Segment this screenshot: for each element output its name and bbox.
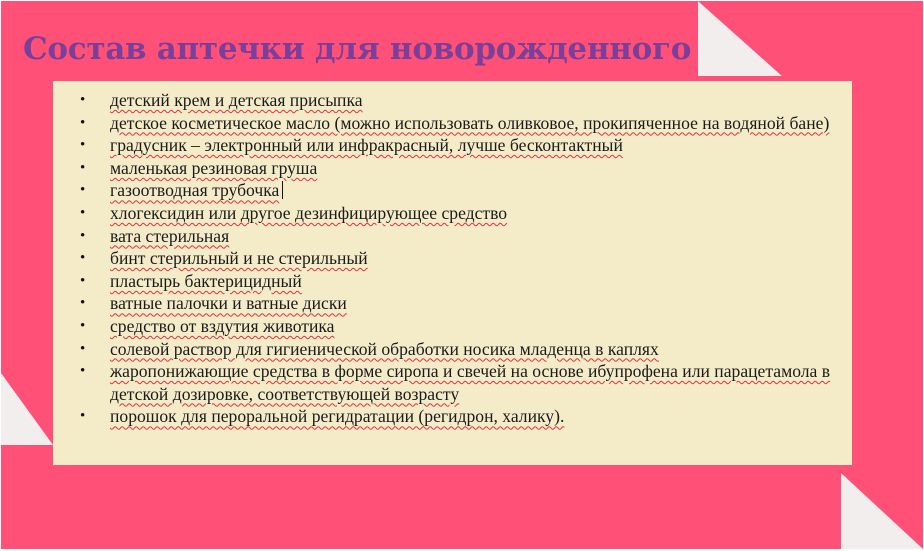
list-item-text[interactable]: детский крем и детская присыпка (110, 90, 363, 110)
text-cursor (282, 181, 283, 199)
list-item-text[interactable]: ватные палочки и ватные диски (110, 293, 347, 314)
list-item (53, 157, 852, 180)
list-item (53, 315, 852, 338)
list-item (53, 360, 852, 405)
list-item (53, 247, 852, 270)
list-item (53, 225, 852, 248)
bullet-icon: • (80, 92, 86, 108)
list-item-text[interactable]: порошок для пероральной регидратации (регидрон, халику). (110, 406, 565, 427)
bullet-icon: • (80, 227, 86, 244)
list-item (53, 405, 852, 428)
list-item (53, 112, 852, 135)
list-item (53, 134, 852, 157)
list-item-text[interactable]: бинт стерильный и не стерильный (110, 248, 368, 269)
bullet-icon: • (80, 250, 86, 267)
bullet-icon: • (80, 272, 86, 289)
content-text-box[interactable] (53, 81, 852, 465)
bullet-icon: • (80, 317, 86, 334)
presentation-slide (1, 1, 923, 549)
bullet-icon: • (80, 408, 86, 425)
list-item-text[interactable]: детское косметическое масло (можно использовать оливковое, прокипяченное на водяной бане) (110, 112, 830, 133)
bullet-icon: • (80, 114, 86, 131)
list-item-text[interactable]: пластырь бактерицидный (110, 270, 302, 291)
corner-triangle-bottom-right (841, 473, 923, 549)
bullet-icon: • (80, 204, 86, 221)
list-item-text[interactable]: жаропонижающие средства в форме сиропа и свечей на основе ибупрофена или парацетамола в детской дозировке, соответствующей возрасту (110, 361, 831, 404)
bullet-icon: • (80, 182, 86, 199)
bullet-icon: • (80, 159, 86, 176)
corner-triangle-top-right (698, 1, 782, 76)
bullet-icon: • (80, 295, 86, 312)
list-item-text[interactable]: маленькая резиновая груша (110, 157, 318, 178)
list-item-text[interactable]: газоотводная трубочка (110, 180, 280, 201)
list-item-text[interactable]: солевой раствор для гигиенической обработки носика младенца в каплях (110, 338, 659, 359)
first-aid-kit-list (53, 81, 852, 428)
list-item (53, 179, 852, 202)
list-item-text[interactable]: градусник – электронный или инфракрасный, лучше бесконтактный (110, 135, 623, 156)
list-item (53, 338, 852, 361)
bullet-icon: • (80, 137, 86, 154)
bullet-icon: • (80, 363, 86, 380)
list-item (53, 89, 852, 112)
list-item (53, 202, 852, 225)
list-item (53, 270, 852, 293)
list-item-text[interactable]: хлогексидин или другое дезинфицирующее средство (110, 202, 508, 223)
bullet-icon: • (80, 340, 86, 357)
list-item-text[interactable]: вата стерильная (110, 225, 230, 246)
list-item (53, 292, 852, 315)
list-item-text[interactable]: средство от вздутия животика (110, 315, 335, 336)
corner-triangle-bottom-left (1, 373, 53, 445)
slide-title[interactable]: Состав аптечки для новорожденного (23, 31, 692, 67)
